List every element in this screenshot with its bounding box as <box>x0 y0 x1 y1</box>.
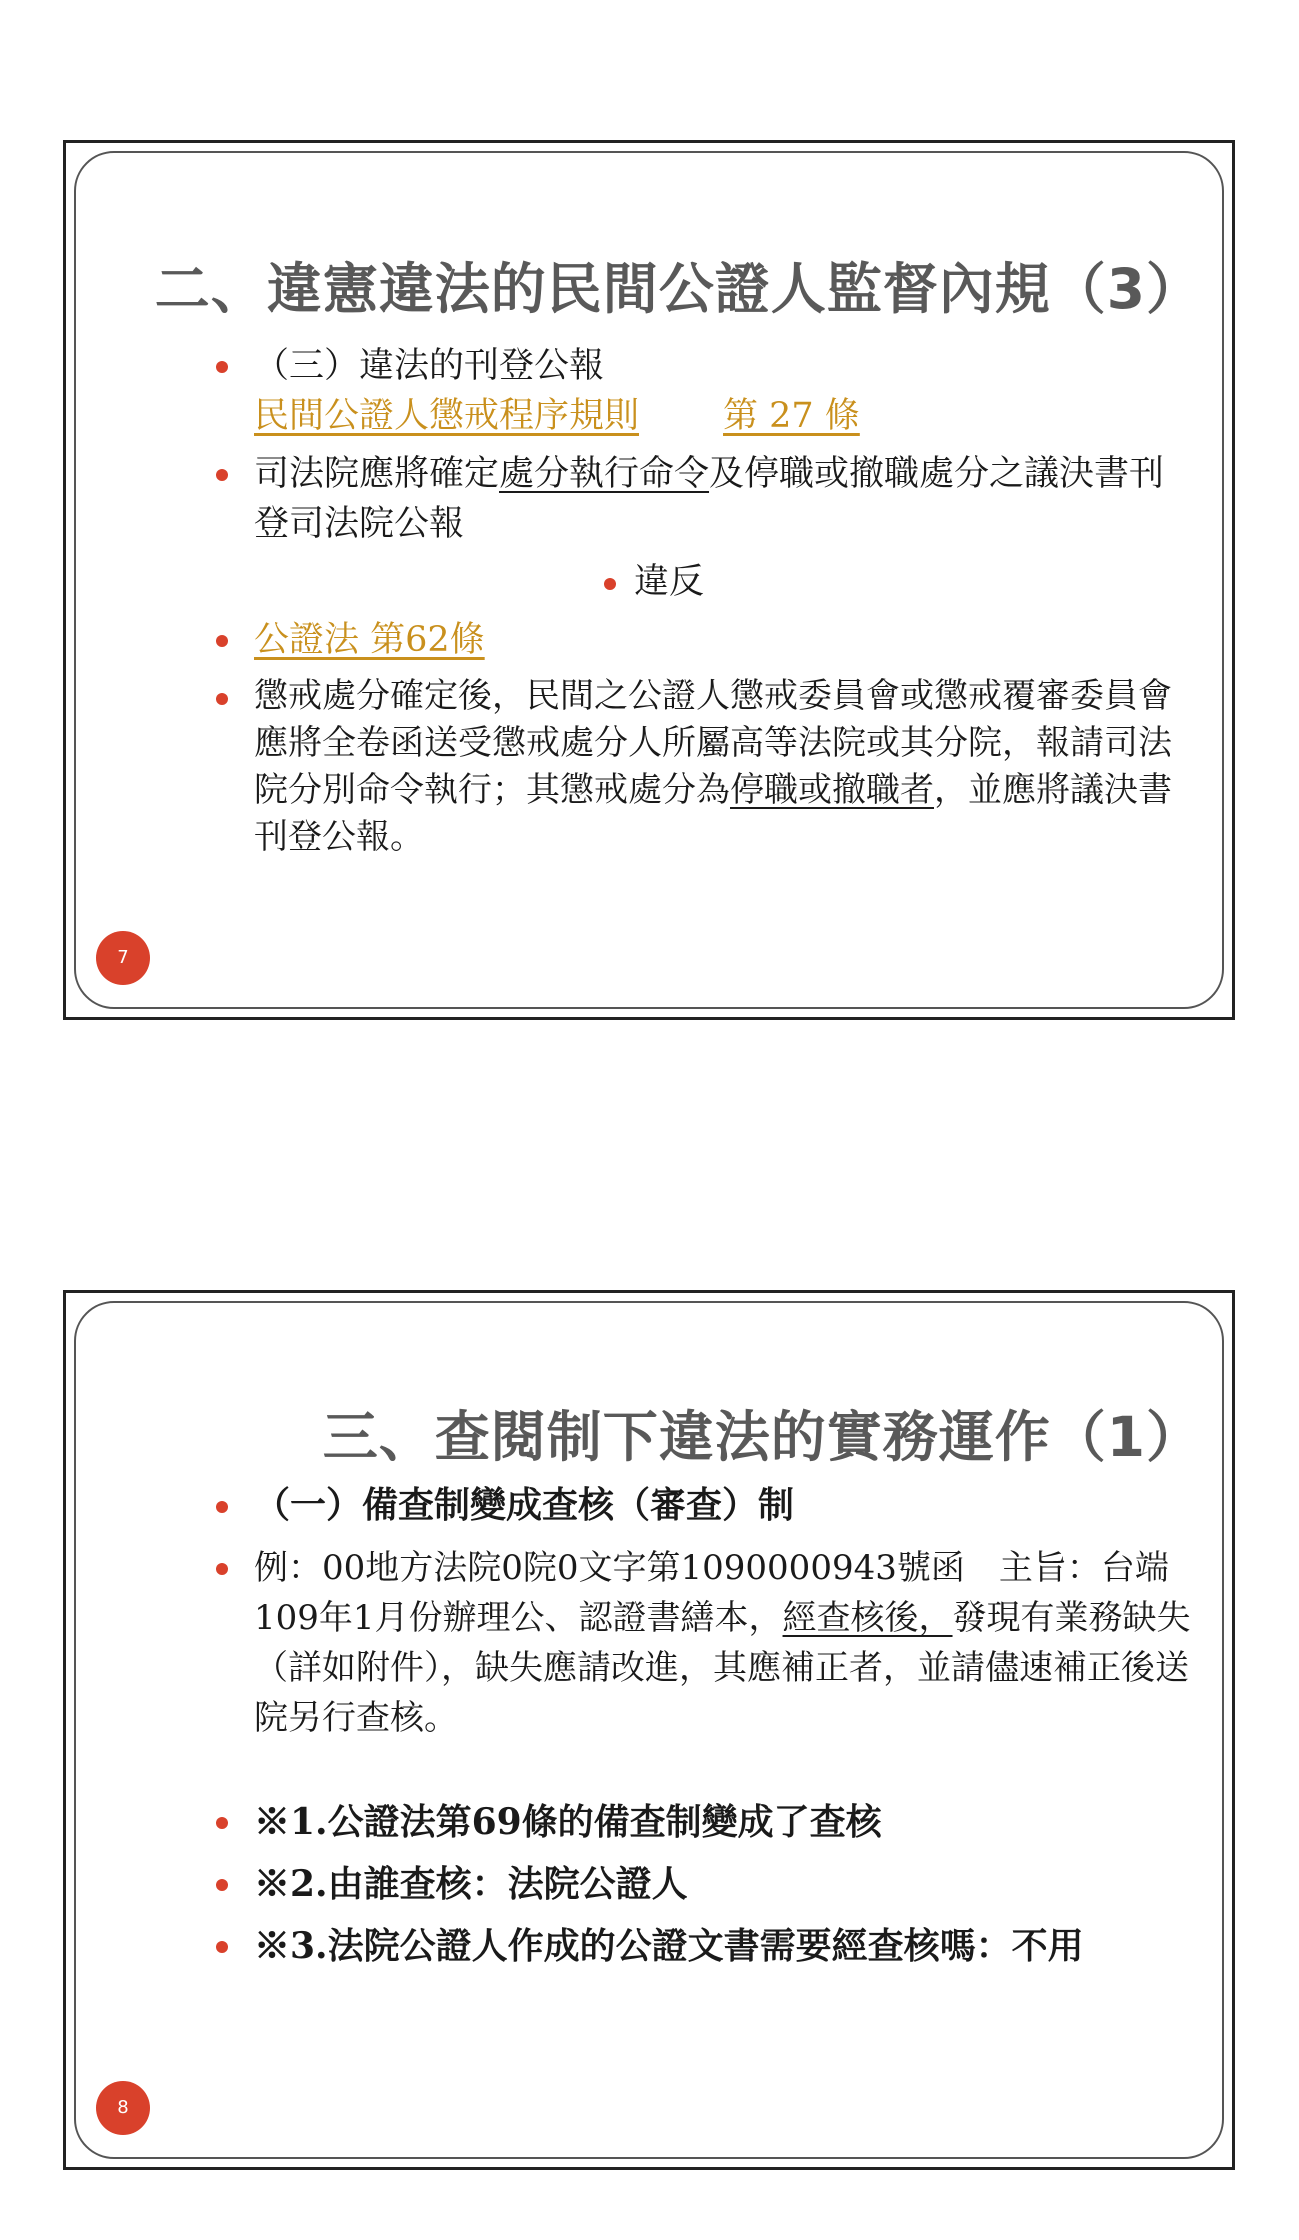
list-item <box>216 673 1192 861</box>
list-item <box>216 449 1192 549</box>
bullet-text: ，並應將議決書刊登公報。 <box>254 770 1172 857</box>
bullet-text: 及停職或撤職處分之議決書刊登司法院公報 <box>254 454 1165 544</box>
underlined-text: 停職或撤職者 <box>730 770 934 810</box>
bullet-text: 懲戒處分確定後，民間之公證人懲戒委員會或懲戒覆審委員會應將全卷函送受懲戒處分人所屬高等法院或其分院，報請司法院分別命令執行；其懲戒處分為 <box>254 676 1172 810</box>
bullet-list <box>216 1481 1192 1971</box>
list-item <box>216 1797 1192 1847</box>
bullet-text: 發現有業務缺失（詳如附件），缺失應請改進，其應補正者，並請儘速補正後送院另行查核。 <box>254 1598 1191 1738</box>
slide-rounded-border <box>74 151 1224 1009</box>
slide-title: 二、違憲違法的民間公證人監督內規（3） <box>154 257 1202 321</box>
underlined-text: 處分執行命令 <box>499 454 710 494</box>
bullet-text: ※3.法院公證人作成的公證文書需要經查核嗎：不用 <box>254 1925 1084 1967</box>
bullet-text: ※1.公證法第69條的備查制變成了查核 <box>254 1801 882 1843</box>
rule-link[interactable]: 民間公證人懲戒程序規則 <box>254 396 640 436</box>
list-item <box>216 1481 1192 1531</box>
list-item <box>216 615 1192 665</box>
bullet-text: （一）備查制變成查核（審查）制 <box>254 1485 795 1526</box>
bullet-text: 違反 <box>634 562 705 602</box>
list-item <box>216 557 1192 607</box>
bullet-text: 司法院應將確定 <box>254 454 500 494</box>
slide-8 <box>63 1290 1235 2170</box>
bullet-text: ※2.由誰查核：法院公證人 <box>254 1863 688 1905</box>
slide-rounded-border <box>74 1301 1224 2159</box>
slide-title: 三、查閱制下違法的實務運作（1） <box>322 1405 1202 1469</box>
law-link[interactable]: 公證法 第62條 <box>254 620 485 660</box>
slide-7 <box>63 140 1235 1020</box>
list-item <box>216 1543 1192 1743</box>
list-item <box>216 341 1192 441</box>
list-item <box>216 1859 1192 1909</box>
bullet-text: 例：00地方法院0院0文字第1090000943號函 主旨：台端109年1月份辦理公、認證書繕本， <box>254 1548 1169 1638</box>
list-item <box>216 1921 1192 1971</box>
underlined-text: 經查核後， <box>782 1598 953 1638</box>
page-number-badge: 8 <box>96 2081 150 2135</box>
bullet-text: （三）違法的刊登公報 <box>254 346 605 386</box>
article-link[interactable]: 第 27 條 <box>723 396 860 436</box>
bullet-dot <box>604 578 616 590</box>
page-number-badge: 7 <box>96 931 150 985</box>
bullet-list <box>216 341 1192 861</box>
